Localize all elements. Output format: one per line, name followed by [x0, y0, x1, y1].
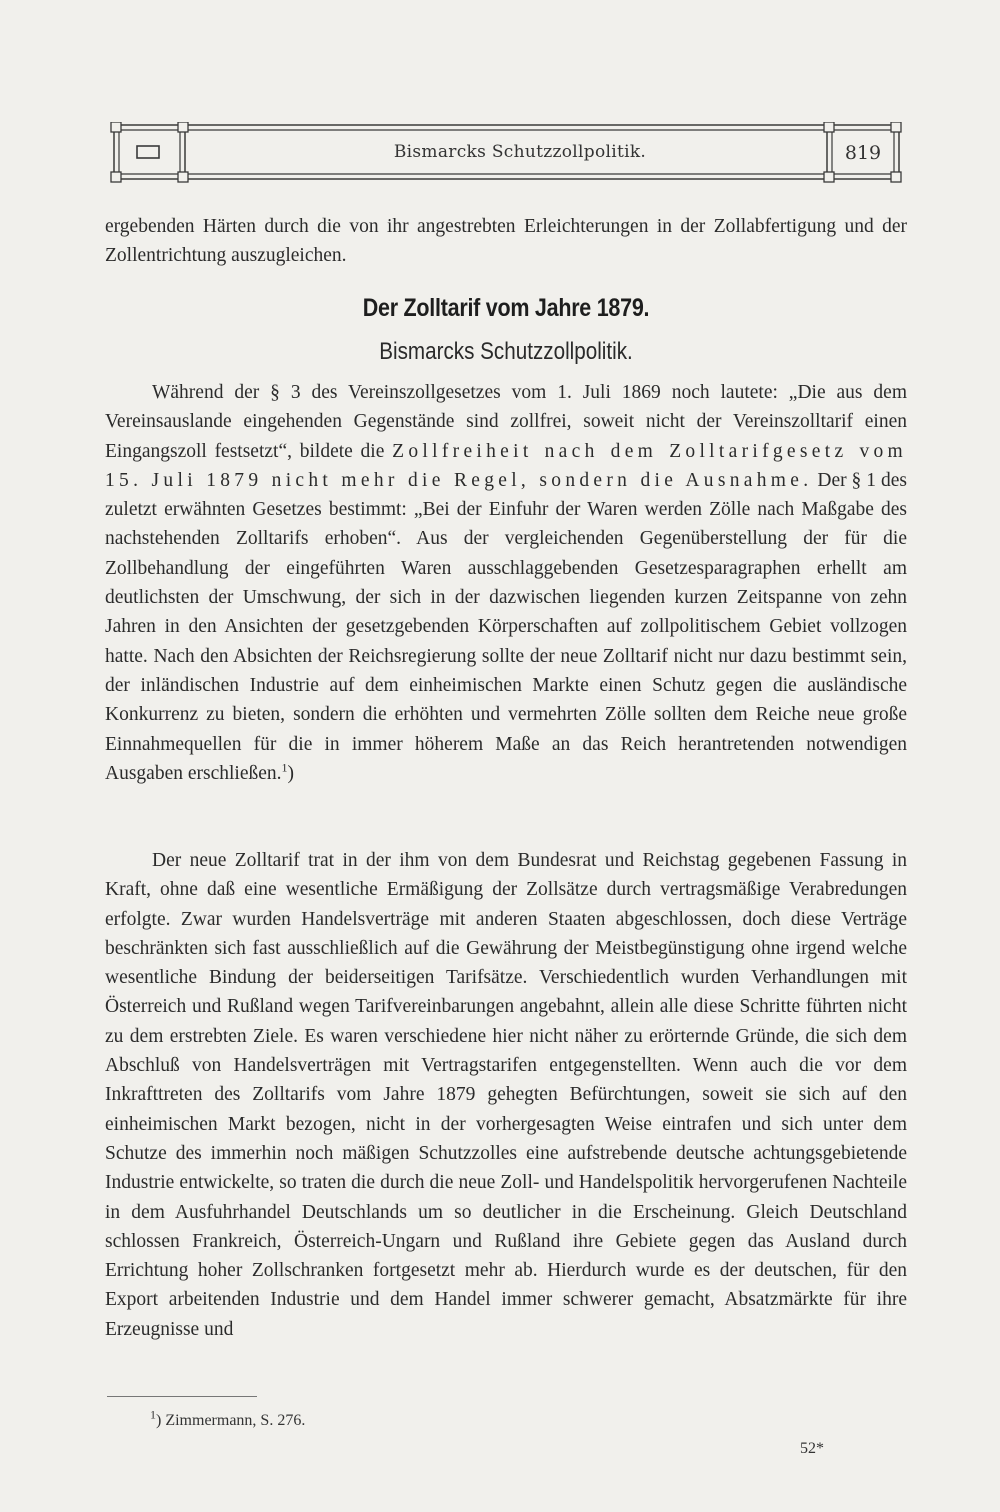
section-subheading: Bismarcks Schutzzollpolitik.	[379, 338, 633, 365]
signature-mark: 52*	[800, 1440, 824, 1457]
footnote-rule	[107, 1396, 257, 1397]
paragraph-tarif-1879: Während der § 3 des Vereinszollgesetzes vom 1. Juli 1869 noch lautete: „Die aus dem Vereinsauslande eingehenden Gegenstände sind zollfrei, soweit nicht der Vereinszolltarif einen Eingangszoll festsetzt“, bildete die Zollfreiheit nach dem Zolltarifgesetz vom 15. Juli 1879 nicht mehr die Regel, sondern die Ausnahme. Der § 1 des zuletzt erwähnten Gesetzes bestimmt: „Bei der Einfuhr der Waren werden Zölle nach Maßgabe des nachstehenden Zolltarifs erhoben“. Aus der vergleichenden Gegenüberstellung der für die Zollbehandlung der eingeführten Waren ausschlaggebenden Gesetzesparagraphen erhellt am deutlichsten der Umschwung, der sich in der dazwischen liegenden kurzen Zeitspanne von zehn Jahren in den Ansichten der gesetzgebenden Körperschaften auf zollpolitischem Gebiet vollzogen hatte. Nach den Absichten der Reichsregierung sollte der neue Zolltarif nicht nur dazu bestimmt sein, der inländischen Industrie auf dem einheimischen Markte einen Schutz gegen die ausländische Konkurrenz zu bieten, sondern die erhöhten und vermehrten Zölle sollten dem Reiche neue große Einnahmequellen für die in immer höherem Maße an das Reich herantretenden notwendigen Ausgaben erschließen.$^1$)	[105, 382, 908, 784]
running-head	[110, 122, 903, 182]
section-heading: Der Zolltarif vom Jahre 1879.	[362, 294, 650, 322]
paragraph-new-tariff: Der neue Zolltarif trat in der ihm von dem Bundesrat und Reichstag gegebenen Fassung in Kraft, ohne daß eine wesentliche Ermäßigung der Zollsätze durch vertragsmäßige Verabredungen erfolgte. Zwar wurden Handelsverträge mit anderen Staaten abgeschlossen, doch diese Verträge beschränkten sich fast ausschließlich auf die Gewährung der Meistbegünstigung ohne irgend welche wesentliche Bindung der beiderseitigen Tarifsätze. Verschiedentlich wurden Verhandlungen mit Österreich und Rußland wegen Tarifvereinbarungen angebahnt, allein alle diese Schritte führten nicht zu dem erstrebten Ziele. Es waren verschiedene hier nicht näher zu erörternde Gründe, die sich dem Abschluß von Handelsverträgen mit Vertragstarifen entgegenstellten. Wenn auch die vor dem Inkrafttreten des Zolltarifs vom Jahre 1879 gehegten Befürchtungen, soweit sie sich auf den einheimischen Markt bezogen, nicht in der vorhergesagten Weise eintrafen und sich unter dem Schutze des immerhin noch mäßigen Schutzzolles eine aufstrebende deutsche achtungsgebietende Industrie entwickelte, so traten die durch die neue Zoll- und Handelspolitik hervorgerufenen Nachteile in dem Ausfuhrhandel Deutschlands um so deutlicher in die Erscheinung. Gleich Deutschland schlossen Frankreich, Österreich-Ungarn und Rußland ihre Gebiete gegen das Ausland durch Errichtung hoher Zollschranken fortgesetzt mehr ab. Hierdurch wurde es der deutschen, für den Export arbeitenden Industrie und dem Handel immer schwerer gemacht, Absatzmärkte für ihre Erzeugnisse und	[105, 850, 907, 1340]
spaced-emphasis: Zollfreiheit nach dem Zolltarifgesetz vom 15. Juli 1879 nicht mehr die Regel, sondern die Ausnahme.	[105, 440, 908, 491]
footnote-marker: 1	[150, 1407, 156, 1422]
page-number: 819	[844, 142, 882, 164]
footnote	[150, 1407, 306, 1430]
footnote-text: ) Zimmermann, S. 276.	[156, 1412, 306, 1429]
paragraph-continuation: ergebenden Härten durch die von ihr angestrebten Erleichterungen in der Zollabfertigung und der Zollentrichtung auszugleichen.	[105, 216, 907, 267]
footnote-reference: 1	[281, 760, 288, 775]
paragraph-text: Der § 1 des zuletzt erwähnten Gesetzes bestimmt: „Bei der Einfuhr der Waren werden Zölle nach Maßgabe des nachstehenden Zolltarifs erhoben“. Aus der vergleichenden Gegenüberstellung der für die Zollbehandlung der eingeführten Waren ausschlaggebenden Gesetzesparagraphen erhellt am deutlichsten der Umschwung, der sich in der dazwischen liegenden kurzen Zeitspanne von zehn Jahren in den Ansichten der gesetzgebenden Körperschaften auf zollpolitischem Gebiet vollzogen hatte. Nach den Absichten der Reichsregierung sollte der neue Zolltarif nicht nur dazu bestimmt sein, der inländischen Industrie auf dem einheimischen Markte einen Schutz gegen die ausländische Konkurrenz zu bieten, sondern die erhöhten und vermehrten Zölle sollten dem Reiche neue große Einnahmequellen für die in immer höherem Maße an das Reich herantretenden notwendigen Ausgaben erschließen.	[105, 469, 907, 784]
running-title: Bismarcks Schutzzollpolitik.	[393, 142, 647, 162]
paragraph-text: Während der § 3 des Vereinszollgesetzes vom 1. Juli 1869 noch lautete: „Die aus dem Vereinsauslande eingehenden Gegenstände sind zollfrei, soweit nicht der Vereinszolltarif einen Eingangszoll festsetzt“, bildete die	[105, 382, 907, 462]
